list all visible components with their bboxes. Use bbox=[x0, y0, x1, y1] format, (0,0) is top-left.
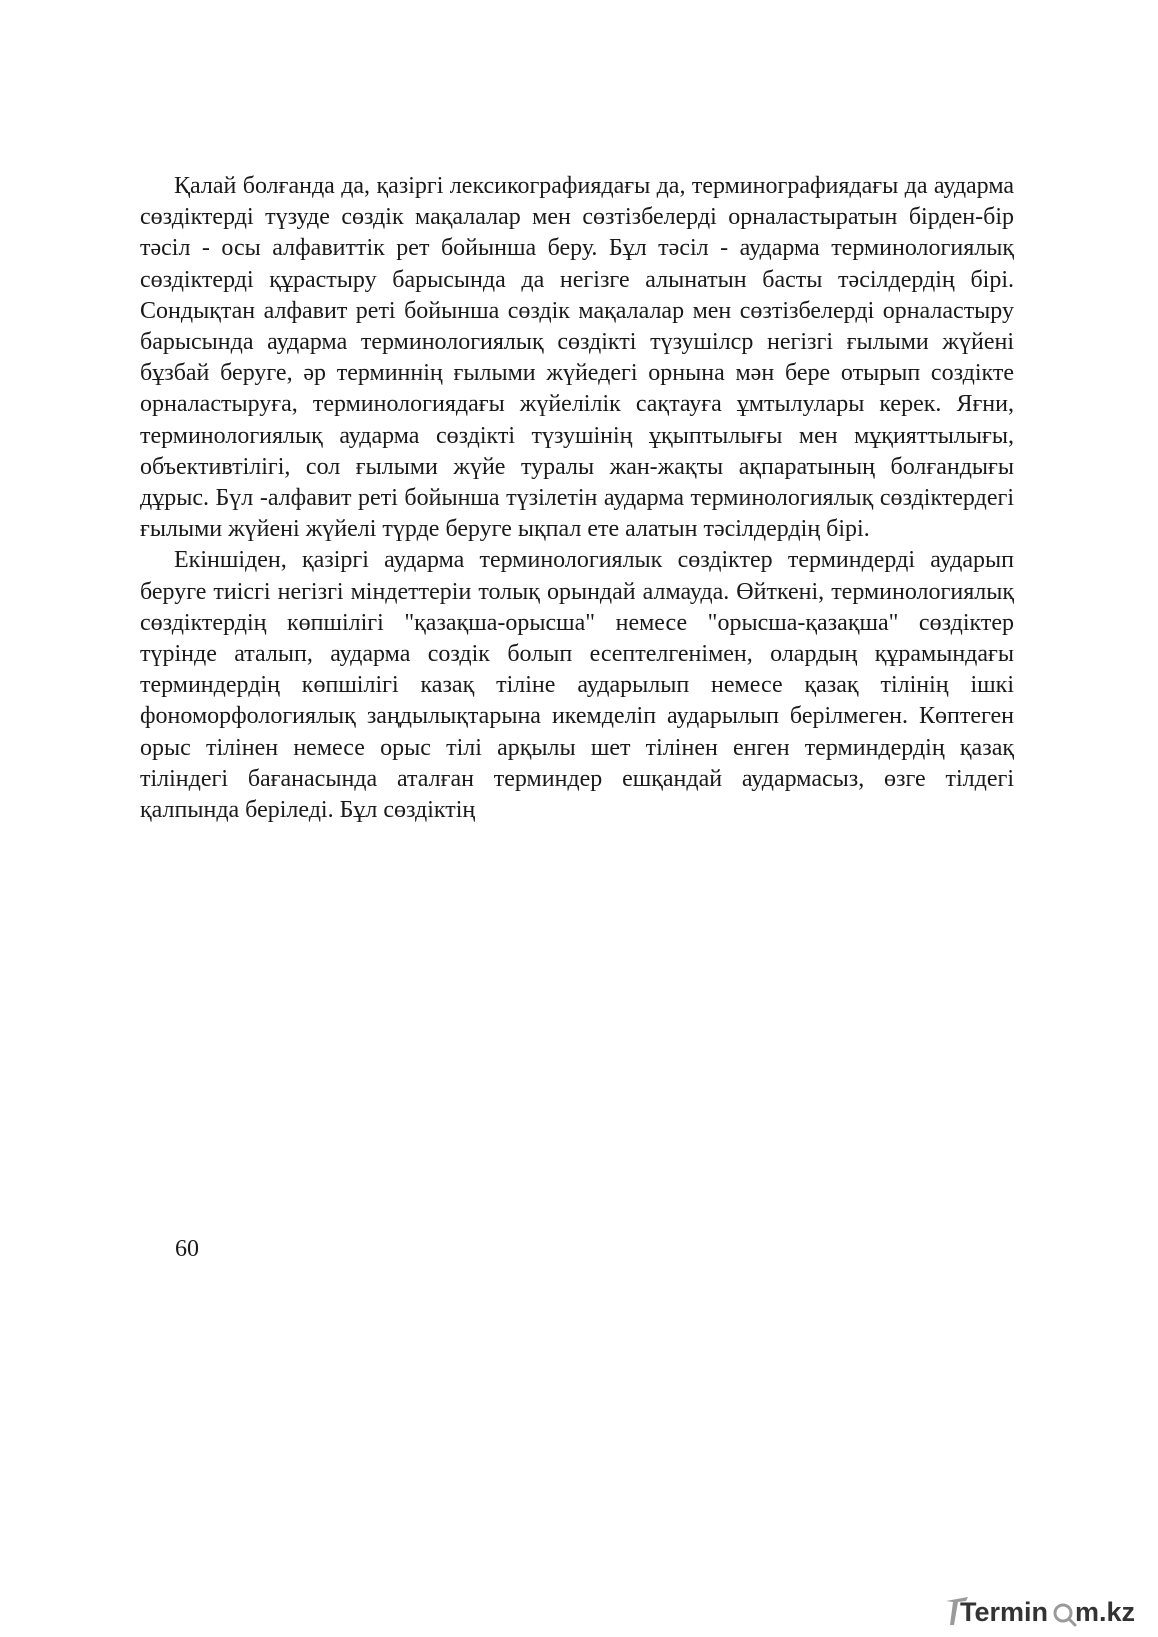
watermark-text-after: m.kz bbox=[1075, 1597, 1136, 1627]
watermark-svg bbox=[944, 1589, 1144, 1631]
magnifier-icon bbox=[1055, 1605, 1075, 1625]
document-body bbox=[140, 171, 1014, 826]
page-number: 60 bbox=[175, 1236, 199, 1262]
paragraph-2: Екіншіден, қазіргі аударма терминологиялык сөздіктер терминдерді аударып беруге тиісгі негізгі міндеттеріи толық орындай алмауда. Өйткені, терминологиялық сөздіктердің көпшілігі "қазақша-орысша" немесе "орысша-қазақша" сөздіктер түрінде аталып, аударма создік болып есептелгенімен, олардың құрамындағы терминдердің көпшілігі казақ тіліне аударылып немесе қазақ тілінің ішкі фономорфологиялық заңдылықтарына икемделіп аударылып берілмеген. Көптеген орыс тілінен немесе орыс тілі арқылы шет тілінен енген терминдердің қазақ тіліндегі бағанасында аталған терминдер ешқандай аудармасыз, өзге тілдегі қалпында беріледі. Бұл сөздіктің bbox=[140, 547, 1014, 824]
watermark-text-before: Termin bbox=[960, 1597, 1049, 1627]
paragraph-1: Қалай болғанда да, қазіргі лексикографиядағы да, терминографиядағы да аударма сөздіктерді түзуде сөздік мақалалар мен сөзтізбелерді орналастыратын бірден-бір тәсіл - осы алфавиттік рет бойынша беру. Бұл тәсіл - аударма терминологиялық сөздіктерді құрастыру барысында да негізге алынатын басты тәсілдердің бірі. Сондықтан алфавит реті бойынша сөздік мақалалар мен сөзтізбелерді орналастыру барысында аударма терминологиялық сөздікті түзушілср негізгі ғылыми жүйені бұзбай беруге, әр терминнің ғылыми жүйедегі орнына мән бере отырып создікте орналастыруға, терминологиядағы жүйелілік сақтауға ұмтылулары керек. Яғни, терминологиялық аударма сөздікті түзушінің ұқыптылығы мен мұқияттылығы, объективтілігі, сол ғылыми жүйе туралы жан-жақты ақпаратының болғандығы дұрыс. Бүл -алфавит реті бойынша түзілетін аударма терминологиялық сөздіктердегі ғылыми жүйені жүйелі түрде беруге ықпал ете алатын тәсілдердің бірі. bbox=[140, 173, 1014, 543]
termincom-watermark-logo bbox=[944, 1589, 1144, 1631]
